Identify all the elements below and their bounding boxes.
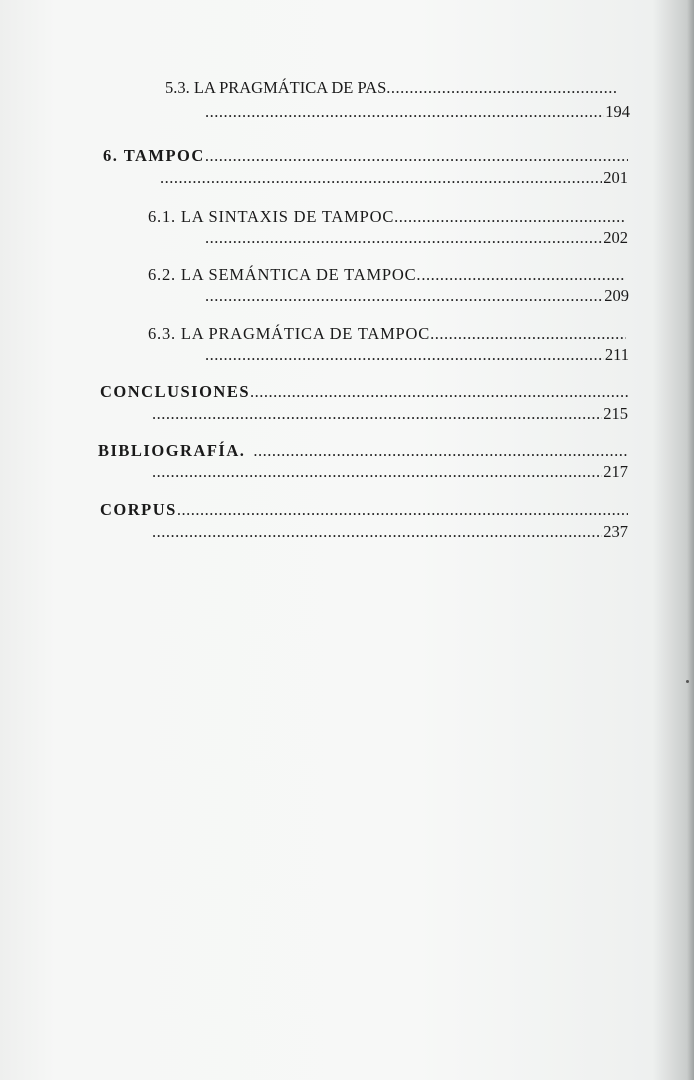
toc-entry-title: 6.2. LA SEMÁNTICA DE TAMPOC. (148, 265, 422, 284)
toc-entry-page: 202 (603, 228, 628, 247)
leader-dots (177, 500, 628, 520)
toc-entry-page: 209 (604, 286, 629, 305)
toc-entry-title: 6.1. LA SINTAXIS DE TAMPOC (148, 207, 395, 226)
leader-dots (205, 286, 603, 306)
toc-entry-page: 217 (603, 462, 628, 481)
leader-dots (250, 382, 628, 402)
toc-entry-page: 237 (603, 522, 628, 541)
page-speck (686, 680, 689, 683)
leader-dots (205, 345, 604, 365)
toc-entry-title: 6.3. LA PRAGMÁTICA DE TAMPOC (148, 324, 431, 343)
leader-dots (421, 265, 626, 285)
toc-entry-title: 5.3. LA PRAGMÁTICA DE PAS (165, 78, 387, 97)
leader-dots (253, 441, 628, 461)
toc-entry-page: 194 (605, 102, 630, 121)
toc-entry-page: 211 (604, 345, 629, 364)
toc-entry-page: 201 (603, 168, 628, 187)
toc-entry-title: CONCLUSIONES (100, 382, 251, 401)
leader-dots (152, 462, 602, 482)
leader-dots (152, 522, 602, 542)
toc-entry-title: 6. TAMPOC (103, 146, 205, 165)
leader-dots (205, 102, 604, 122)
leader-dots (386, 78, 617, 98)
leader-dots (394, 207, 626, 227)
leader-dots (205, 228, 602, 248)
leader-dots (160, 168, 602, 188)
leader-dots (430, 324, 626, 344)
toc-entry-page: 215 (603, 404, 628, 423)
leader-dots (205, 146, 628, 166)
leader-dots (152, 404, 602, 424)
toc-entry-title: BIBLIOGRAFÍA. (98, 441, 246, 460)
toc-entry-title: CORPUS (100, 500, 177, 519)
